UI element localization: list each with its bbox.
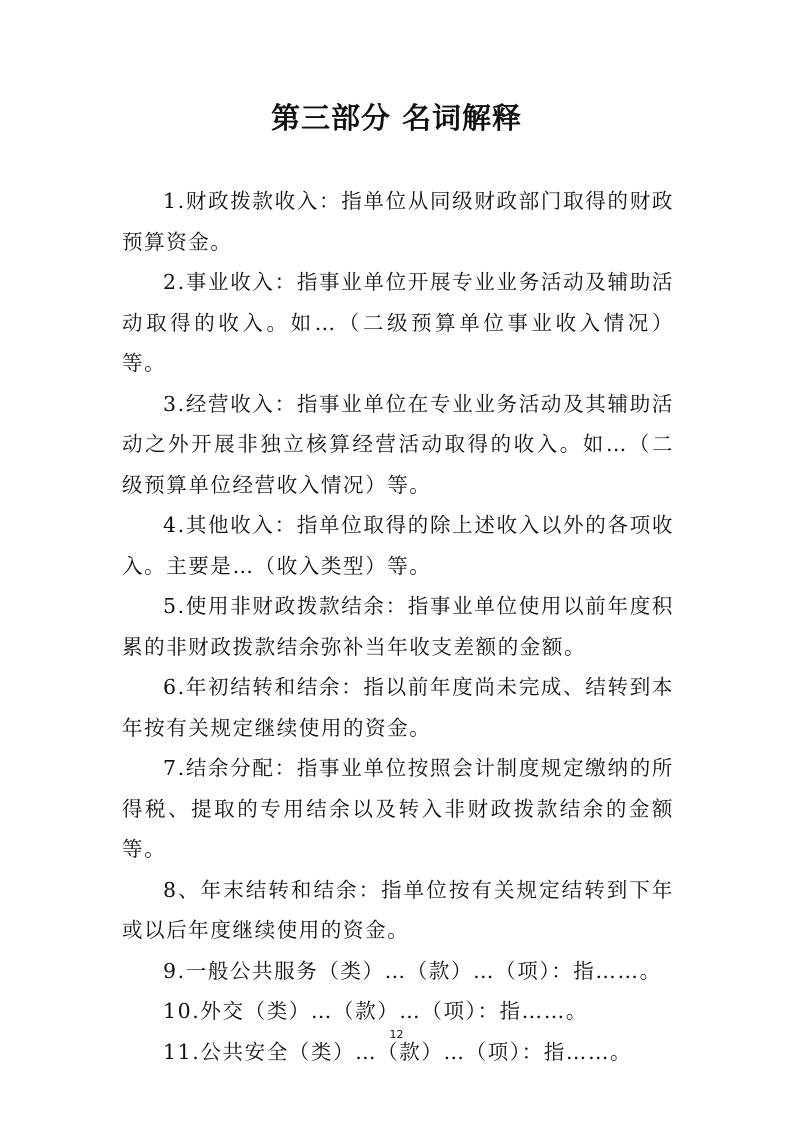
glossary-item-4: 4.其他收入：指单位取得的除上述收入以外的各项收入。主要是…（收入类型）等。 [122, 513, 674, 578]
page-title: 第三部分 名词解释 [270, 101, 523, 135]
glossary-item-10: 10.外交（类）…（款）…（项）：指……。 [163, 999, 588, 1023]
glossary-item-9: 9.一般公共服务（类）…（款）…（项）：指……。 [163, 958, 662, 983]
glossary-item-7: 7.结余分配：指事业单位按照会计制度规定缴纳的所得税、提取的专用结余以及转入非财政拨款结余的金额等。 [122, 756, 674, 861]
page-number: 12 [389, 1028, 404, 1041]
glossary-item-11: 11.公共安全（类）…（款）…（项）：指……。 [163, 1039, 633, 1064]
glossary-list [122, 181, 674, 1072]
glossary-item-5: 5.使用非财政拨款结余：指事业单位使用以前年度积累的非财政拨款结余弥补当年收支差额的金额。 [122, 594, 674, 659]
glossary-item-1: 1.财政拨款收入：指单位从同级财政部门取得的财政预算资金。 [122, 189, 674, 254]
glossary-item-8: 8、年末结转和结余：指单位按有关规定结转到下年或以后年度继续使用的资金。 [122, 877, 674, 942]
glossary-item-2: 2.事业收入：指事业单位开展专业业务活动及辅助活动取得的收入。如…（二级预算单位事业收入情况）等。 [122, 270, 674, 375]
glossary-item-3: 3.经营收入：指事业单位在专业业务活动及其辅助活动之外开展非独立核算经营活动取得的收入。如…（二级预算单位经营收入情况）等。 [122, 391, 674, 497]
glossary-item-6: 6.年初结转和结余：指以前年度尚未完成、结转到本年按有关规定继续使用的资金。 [122, 675, 674, 740]
